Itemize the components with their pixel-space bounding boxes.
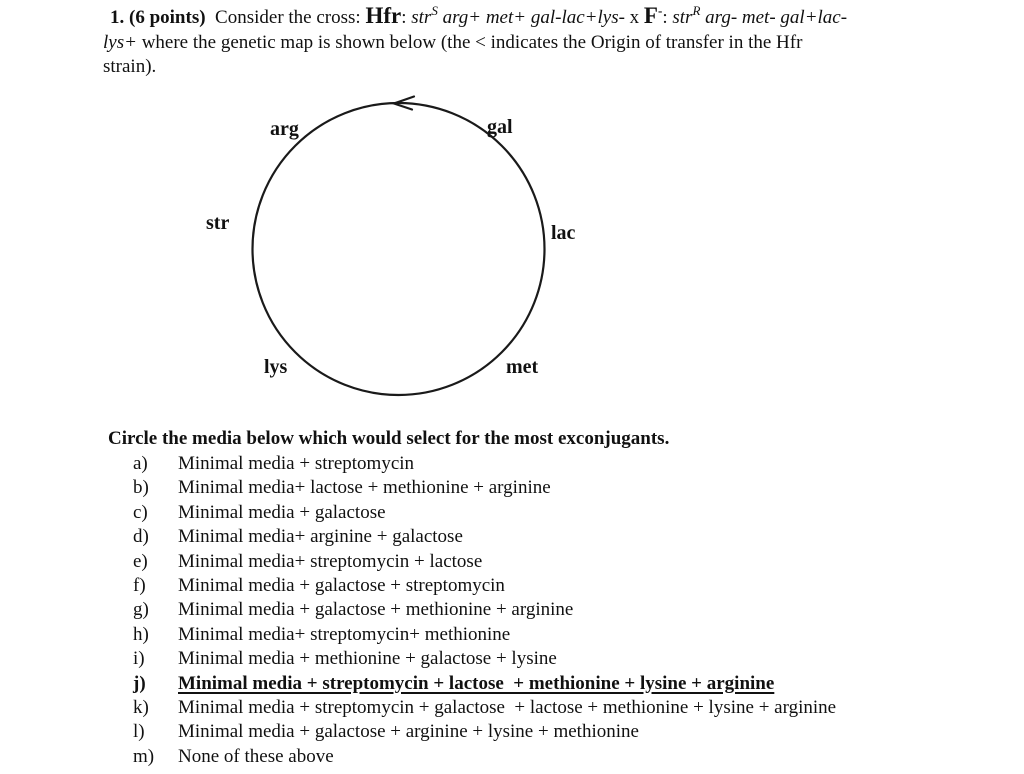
- separator: :: [401, 7, 412, 28]
- option-text: Minimal media + streptomycin: [178, 453, 415, 474]
- option-text: Minimal media + galactose + methionine + arginine: [178, 599, 574, 621]
- option-text: Minimal media + methionine + galactose + lysine: [178, 648, 557, 670]
- option-item-e: [0, 550, 1024, 574]
- option-letter: g): [133, 599, 149, 621]
- option-item-f: [0, 574, 1024, 598]
- option-item-a: [0, 452, 1024, 476]
- option-letter: a): [133, 453, 148, 474]
- gene-label-gal: gal: [487, 116, 513, 138]
- option-text: Minimal media + galactose: [178, 501, 386, 523]
- gene-label-lac: lac: [551, 222, 576, 244]
- chromosome-circle: [253, 103, 545, 395]
- answer-options-list: [0, 452, 1024, 769]
- f-minus-strain-label: F: [643, 3, 658, 28]
- option-text: Minimal media+ lactose + methionine + arginine: [178, 477, 551, 499]
- instruction-heading: Circle the media below which would select for the most exconjugants.: [108, 428, 670, 449]
- question-line-2-text: where the genetic map is shown below (the < indicates the Origin of transfer in the Hfr: [136, 32, 803, 53]
- hfr-strain-label: Hfr: [365, 3, 402, 28]
- option-letter: m): [133, 745, 155, 767]
- option-letter: d): [133, 526, 149, 548]
- option-text: Minimal media+ streptomycin+ methionine: [178, 623, 511, 645]
- cross-symbol: x: [624, 7, 644, 28]
- option-item-i: [0, 647, 1024, 671]
- hfr-genotype: arg+ met+ gal-lac+lys-: [437, 7, 625, 28]
- option-text: Minimal media + galactose + streptomycin: [178, 574, 505, 596]
- f-genotype: arg- met- gal+lac-: [700, 7, 848, 28]
- question-line-3-text: strain).: [103, 56, 157, 77]
- option-text: Minimal media+ streptomycin + lactose: [178, 550, 483, 572]
- option-item-b: [0, 476, 1024, 500]
- option-item-g: [0, 598, 1024, 622]
- option-letter: f): [133, 574, 146, 596]
- hfr-str-superscript: S: [431, 3, 438, 18]
- option-letter: l): [133, 721, 145, 743]
- option-text: Minimal media + streptomycin + galactose + lactose + methionine + lysine + arginine: [178, 696, 837, 718]
- option-text: None of these above: [178, 745, 334, 767]
- option-letter: b): [133, 477, 149, 499]
- f-minus-superscript: -: [657, 3, 663, 18]
- option-text: Minimal media + galactose + arginine + lysine + methionine: [178, 721, 639, 743]
- option-item-l: [0, 720, 1024, 744]
- option-letter: c): [133, 501, 148, 523]
- option-item-d: [0, 525, 1024, 549]
- option-text: Minimal media+ arginine + galactose: [178, 526, 463, 548]
- option-letter: i): [133, 648, 145, 670]
- gene-label-str: str: [206, 212, 230, 234]
- f-str-superscript: R: [692, 3, 701, 18]
- option-item-m: [0, 745, 1024, 769]
- option-letter: e): [133, 550, 148, 572]
- option-item-j-emphasized: [0, 672, 1024, 696]
- option-item-h: [0, 623, 1024, 647]
- wrapped-genotype-segment: lys+: [103, 32, 137, 53]
- hfr-str-gene: str: [411, 7, 432, 28]
- question-number-points: 1. (6 points): [110, 7, 206, 28]
- option-item-c: [0, 501, 1024, 525]
- option-letter: h): [133, 623, 149, 645]
- separator: :: [662, 7, 673, 28]
- gene-label-arg: arg: [270, 118, 299, 140]
- option-text: Minimal media + streptomycin + lactose + methionine + lysine + arginine: [178, 672, 775, 694]
- gene-label-lys: lys: [264, 356, 288, 378]
- option-letter: k): [133, 696, 149, 718]
- option-letter: j): [133, 672, 146, 694]
- option-item-k: [0, 696, 1024, 720]
- f-str-gene: str: [672, 7, 693, 28]
- gene-label-met: met: [506, 356, 539, 378]
- question-intro: Consider the cross:: [205, 7, 366, 28]
